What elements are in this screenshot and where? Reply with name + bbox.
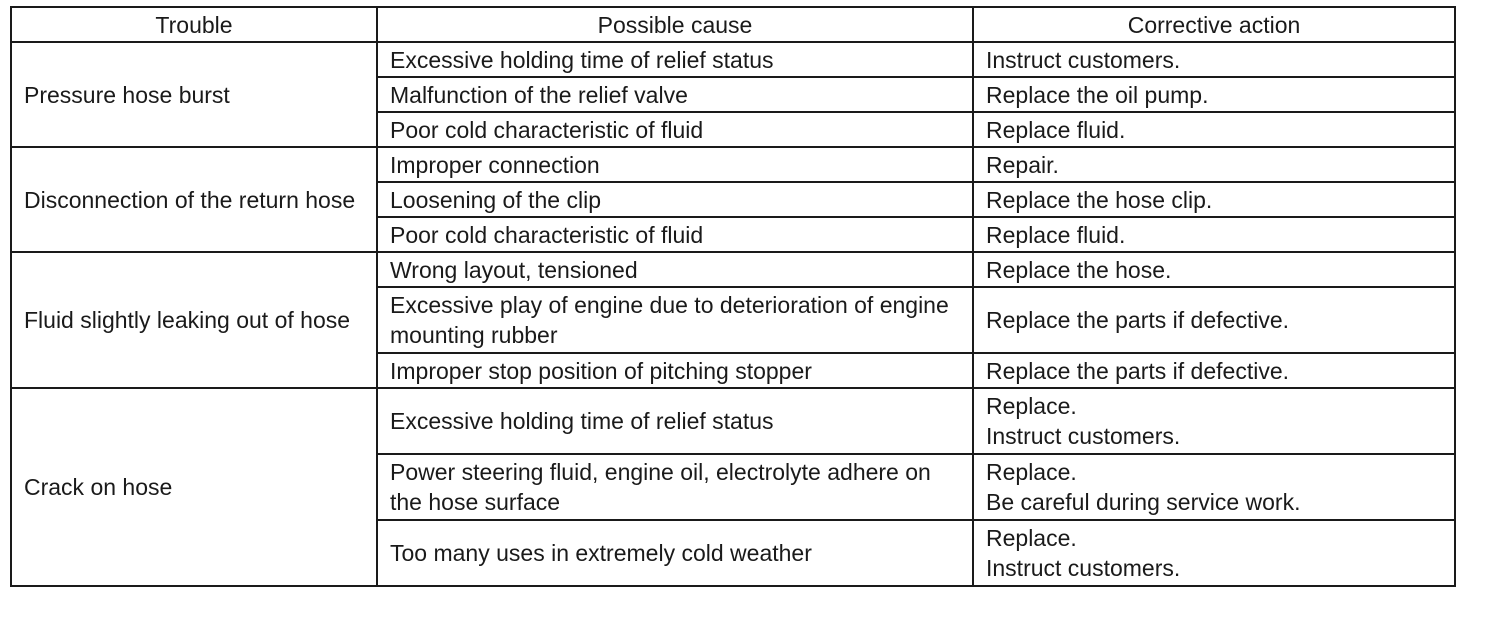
header-row (11, 7, 1455, 42)
action-cell (973, 353, 1455, 388)
trouble-cell: Pressure hose burst (11, 42, 377, 147)
action-cell (973, 42, 1455, 77)
action-cell (973, 182, 1455, 217)
header-trouble: Trouble (11, 7, 377, 42)
cause-cell: Excessive play of engine due to deterioration of engine mounting rubber (377, 287, 973, 353)
cause-cell: Malfunction of the relief valve (377, 77, 973, 112)
action-cell (973, 217, 1455, 252)
header-corrective-action: Corrective action (973, 7, 1455, 42)
action-cell (973, 388, 1455, 454)
cause-cell: Poor cold characteristic of fluid (377, 217, 973, 252)
action-cell (973, 77, 1455, 112)
action-line: Replace the parts if defective. (986, 357, 1289, 384)
cause-cell: Excessive holding time of relief status (377, 42, 973, 77)
action-line: Instruct customers. (986, 46, 1181, 73)
action-cell (973, 287, 1455, 353)
action-line: Instruct customers. (986, 423, 1181, 449)
action-line: Instruct customers. (986, 555, 1181, 581)
action-line: Replace fluid. (986, 116, 1126, 143)
action-line: Repair. (986, 151, 1059, 178)
table-header (11, 7, 1455, 42)
cause-cell: Wrong layout, tensioned (377, 252, 973, 287)
action-line: Replace the hose. (986, 256, 1172, 283)
action-cell (973, 520, 1455, 586)
table-row (11, 252, 1455, 287)
action-line: Replace. (986, 393, 1077, 419)
action-line: Replace. (986, 459, 1077, 485)
action-cell (973, 147, 1455, 182)
header-possible-cause: Possible cause (377, 7, 973, 42)
cause-cell: Loosening of the clip (377, 182, 973, 217)
action-line: Replace fluid. (986, 221, 1126, 248)
action-line: Replace the oil pump. (986, 81, 1209, 108)
action-line: Be careful during service work. (986, 489, 1301, 515)
cause-cell: Poor cold characteristic of fluid (377, 112, 973, 147)
cause-cell: Too many uses in extremely cold weather (377, 520, 973, 586)
cause-cell: Power steering fluid, engine oil, electrolyte adhere on the hose surface (377, 454, 973, 520)
trouble-cell: Fluid slightly leaking out of hose (11, 252, 377, 388)
trouble-cell: Crack on hose (11, 388, 377, 586)
action-cell (973, 112, 1455, 147)
action-line: Replace the parts if defective. (986, 307, 1289, 333)
action-cell (973, 252, 1455, 287)
cause-cell: Improper stop position of pitching stopper (377, 353, 973, 388)
cause-cell: Improper connection (377, 147, 973, 182)
table-body (11, 42, 1455, 586)
action-line: Replace. (986, 525, 1077, 551)
cause-cell: Excessive holding time of relief status (377, 388, 973, 454)
trouble-cell: Disconnection of the return hose (11, 147, 377, 252)
table-row (11, 147, 1455, 182)
table-row (11, 388, 1455, 454)
table-row (11, 42, 1455, 77)
action-cell (973, 454, 1455, 520)
action-line: Replace the hose clip. (986, 186, 1213, 213)
troubleshooting-table (10, 6, 1456, 587)
